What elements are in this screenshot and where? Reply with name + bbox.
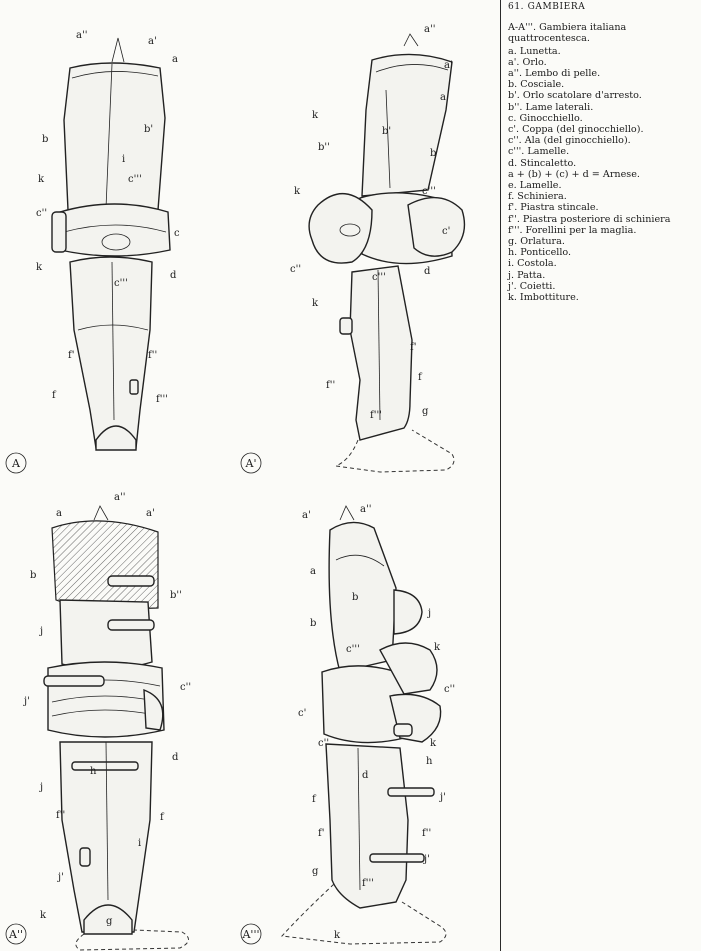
label-i: i <box>138 838 142 849</box>
figure-marker-a3 <box>241 924 261 944</box>
label-c1: c' <box>298 708 307 719</box>
label-f2: f'' <box>148 350 158 361</box>
legend-item: c. Ginocchiello. <box>508 112 583 124</box>
legend-item: b'. Orlo scatolare d'arresto. <box>508 90 642 102</box>
legend-panel <box>508 2 698 303</box>
label-f2: f'' <box>422 828 432 839</box>
label-c2: c'' <box>36 208 48 219</box>
label-c3: c''' <box>372 272 386 283</box>
label-a: a <box>56 508 62 519</box>
legend-item: a''. Lembo di pelle. <box>508 68 601 80</box>
label-b: b <box>430 148 437 159</box>
label-k: k <box>312 298 319 309</box>
legend-intro <box>508 22 698 44</box>
label-j1: j' <box>58 872 64 883</box>
label-g: g <box>422 406 429 417</box>
label-d: d <box>424 266 431 277</box>
legend-intro-line: quattrocentesca. <box>508 33 590 45</box>
legend-item: a'. Orlo. <box>508 56 547 68</box>
label-k: k <box>38 174 45 185</box>
label-c3: c''' <box>422 186 436 197</box>
label-f3: f''' <box>370 410 382 421</box>
figure-marker-a1 <box>241 453 261 473</box>
label-f2: f'' <box>326 380 336 391</box>
label-k: k <box>36 262 43 273</box>
label-b2: b'' <box>318 142 330 153</box>
legend-item: k. Imbottiture. <box>508 292 579 304</box>
plate-title: GAMBIERA <box>527 2 586 12</box>
label-b2: b'' <box>170 590 182 601</box>
label-k: k <box>294 186 301 197</box>
legend-item: j. Patta. <box>508 269 546 281</box>
label-h: h <box>90 766 97 777</box>
label-c2: c'' <box>444 684 456 695</box>
label-c2: c'' <box>290 264 302 275</box>
legend-item: i. Costola. <box>508 258 557 270</box>
label-a: a <box>172 54 178 65</box>
label-h: h <box>426 756 433 767</box>
legend-item: b''. Lame laterali. <box>508 101 594 113</box>
figure-marker-a2 <box>6 924 26 944</box>
label-k: k <box>430 738 437 749</box>
label-a1: a' <box>148 36 157 47</box>
legend-item: j'. Coietti. <box>508 280 556 292</box>
label-f: f <box>160 812 164 823</box>
label-a1: a' <box>302 510 311 521</box>
legend-item: d. Stincaletto. <box>508 157 577 169</box>
legend-item: f'. Piastra stincale. <box>508 202 599 214</box>
label-b1: b' <box>144 124 154 135</box>
label-j1: j' <box>424 854 430 865</box>
label-f1: f' <box>318 828 325 839</box>
label-j1: j' <box>24 696 30 707</box>
label-j1: j' <box>440 792 446 803</box>
legend-item: c'''. Lamelle. <box>508 146 570 158</box>
label-a2: a'' <box>360 504 372 515</box>
label-f3: f''' <box>156 394 168 405</box>
label-f1: f' <box>68 350 75 361</box>
label-f: f <box>312 794 316 805</box>
plate-number: 61. <box>508 2 525 12</box>
legend-item: f''. Piastra posteriore di schiniera <box>508 213 671 225</box>
label-b: b <box>30 570 37 581</box>
label-b1: b' <box>382 126 392 137</box>
label-c: c <box>174 228 180 239</box>
label-a1: a' <box>146 508 155 519</box>
svg-text:A: A <box>12 457 20 470</box>
legend-list <box>508 46 698 304</box>
label-f1: f' <box>410 342 417 353</box>
label-f: f <box>52 390 56 401</box>
label-c1: c' <box>442 226 451 237</box>
legend-item: f. Schiniera. <box>508 191 567 203</box>
label-a2: a'' <box>76 30 88 41</box>
label-a2: a'' <box>424 24 436 35</box>
label-k: k <box>312 110 319 121</box>
legend-intro-line: A-A'''. Gambiera italiana <box>508 22 627 34</box>
label-a: a <box>310 566 316 577</box>
label-a2: a'' <box>114 492 126 503</box>
figure-a-front-view <box>52 38 170 450</box>
label-b: b <box>352 592 359 603</box>
label-d: d <box>170 270 177 281</box>
label-i: i <box>122 154 126 165</box>
figure-marker-a <box>6 453 26 473</box>
label-d: d <box>362 770 369 781</box>
legend-item: c'. Coppa (del ginocchiello). <box>508 124 644 136</box>
label-c3: c''' <box>114 278 128 289</box>
legend-item: h. Ponticello. <box>508 247 572 259</box>
svg-text:A''': A''' <box>242 928 260 941</box>
svg-text:A': A' <box>245 457 257 470</box>
label-c3: c''' <box>346 644 360 655</box>
plate-header <box>508 2 698 13</box>
label-d: d <box>172 752 179 763</box>
legend-item: c''. Ala (del ginocchiello). <box>508 135 631 147</box>
label-b: b <box>310 618 317 629</box>
label-c3: c''' <box>128 174 142 185</box>
svg-text:A'': A'' <box>9 928 23 941</box>
column-divider <box>500 0 501 951</box>
label-a1: a' <box>444 60 453 71</box>
label-g: g <box>106 916 113 927</box>
legend-item: g. Orlatura. <box>508 236 565 248</box>
label-j: j <box>428 608 432 619</box>
label-c2: c'' <box>318 738 330 749</box>
label-a: a <box>440 92 446 103</box>
label-b: b <box>42 134 49 145</box>
label-k: k <box>434 642 441 653</box>
legend-item: a. Lunetta. <box>508 45 561 57</box>
label-f: f <box>418 372 422 383</box>
label-j: j <box>40 626 44 637</box>
label-k: k <box>40 910 47 921</box>
legend-item: f'''. Forellini per la maglia. <box>508 224 637 236</box>
label-k: k <box>334 930 341 941</box>
label-j: j <box>40 782 44 793</box>
label-f2: f'' <box>56 810 66 821</box>
legend-item: b. Cosciale. <box>508 79 565 91</box>
label-c2: c'' <box>180 682 192 693</box>
label-f3: f''' <box>362 878 374 889</box>
legend-item: e. Lamelle. <box>508 180 562 192</box>
figure-a2-rear-view <box>44 506 192 950</box>
label-g: g <box>312 866 319 877</box>
legend-item: a + (b) + (c) + d = Arnese. <box>508 168 640 180</box>
